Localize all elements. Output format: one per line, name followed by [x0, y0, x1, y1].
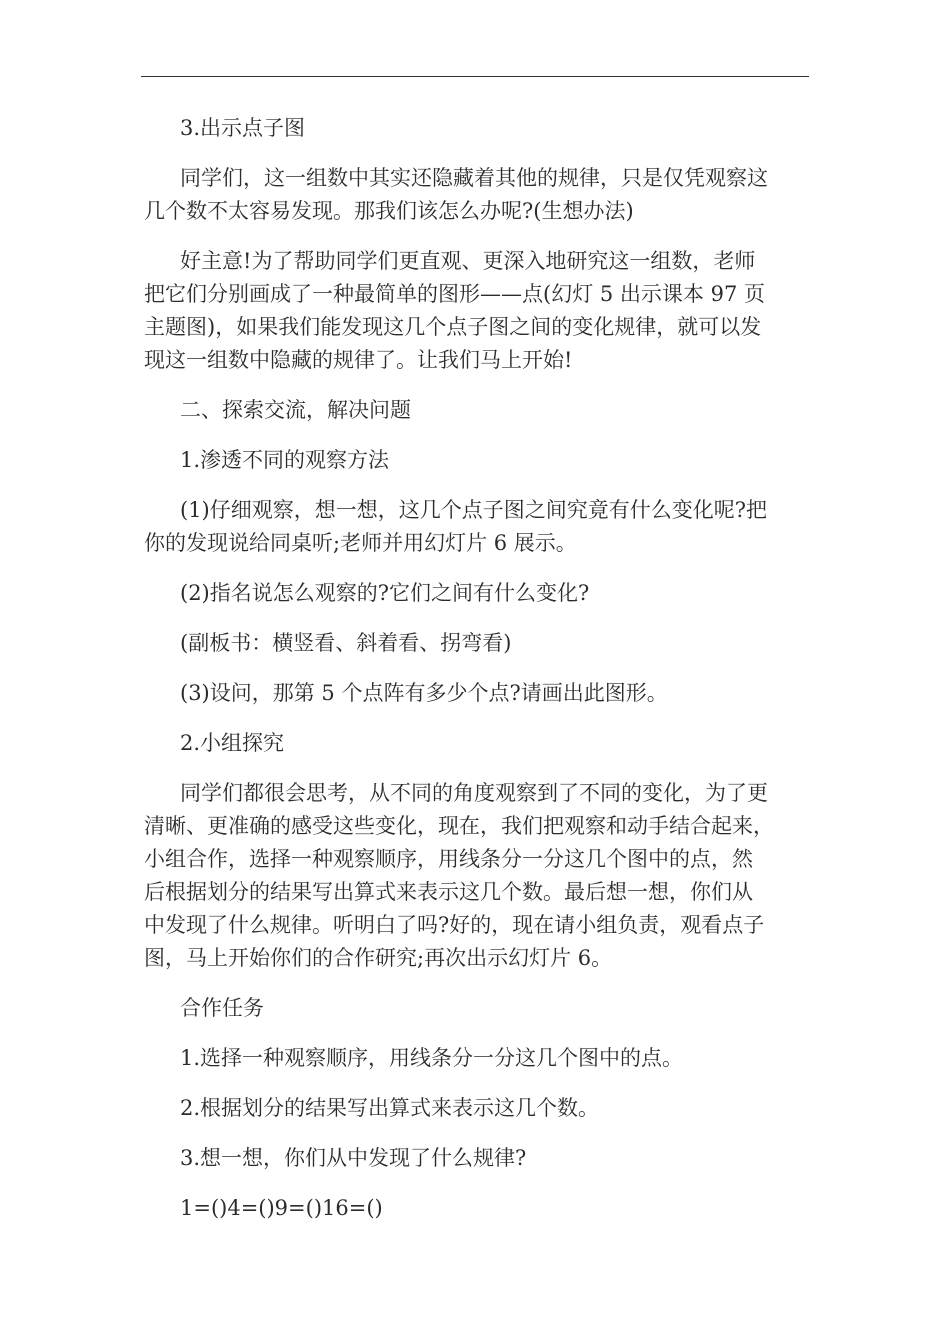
text-line: (1)仔细观察，想一想，这几个点子图之间究竟有什么变化呢?把: [180, 498, 768, 522]
text-line: 同学们都很会思考，从不同的角度观察到了不同的变化，为了更: [180, 781, 768, 805]
text-line: 3.出示点子图: [180, 116, 306, 140]
paragraph: [144, 627, 812, 660]
text-line: 主题图)，如果我们能发现这几个点子图之间的变化规律，就可以发: [144, 315, 762, 339]
text-line: 把它们分别画成了一种最简单的图形——点(幻灯 5 出示课本 97 页: [144, 282, 765, 306]
text-line: 1.选择一种观察顺序，用线条分一分这几个图中的点。: [180, 1046, 684, 1070]
text-line: 二、探索交流，解决问题: [180, 398, 411, 422]
text-line: 好主意!为了帮助同学们更直观、更深入地研究这一组数，老师: [180, 249, 756, 273]
text-line: 几个数不太容易发现。那我们该怎么办呢?(生想办法): [144, 199, 634, 223]
section-heading: [144, 394, 812, 427]
text-line: 3.想一想，你们从中发现了什么规律?: [180, 1146, 527, 1170]
text-line: 现这一组数中隐藏的规律了。让我们马上开始!: [144, 348, 573, 372]
text-line: 同学们，这一组数中其实还隐藏着其他的规律，只是仅凭观察这: [180, 166, 768, 190]
document-body: [144, 112, 812, 1242]
header-rule: [141, 76, 809, 77]
text-line: 1=()4=()9=()16=(): [180, 1196, 383, 1220]
paragraph: [144, 112, 812, 145]
text-line: 2.小组探究: [180, 731, 285, 755]
text-line: 小组合作，选择一种观察顺序，用线条分一分这几个图中的点，然: [144, 847, 753, 871]
text-line: 1.渗透不同的观察方法: [180, 448, 390, 472]
paragraph: [144, 162, 812, 228]
paragraph: [144, 727, 812, 760]
paragraph: [144, 1092, 812, 1125]
text-line: 图，马上开始你们的合作研究;再次出示幻灯片 6。: [144, 946, 613, 970]
paragraph: [144, 677, 812, 710]
paragraph: [144, 494, 812, 560]
text-line: 清晰、更准确的感受这些变化，现在，我们把观察和动手结合起来，: [144, 814, 774, 838]
text-line: 2.根据划分的结果写出算式来表示这几个数。: [180, 1096, 600, 1120]
paragraph: [144, 777, 812, 975]
text-line: 后根据划分的结果写出算式来表示这几个数。最后想一想，你们从: [144, 880, 753, 904]
text-line: 中发现了什么规律。听明白了吗?好的，现在请小组负责，观看点子: [144, 913, 765, 937]
paragraph: [144, 1042, 812, 1075]
text-line: 合作任务: [180, 996, 264, 1020]
paragraph: [144, 444, 812, 477]
text-line: 你的发现说给同桌听;老师并用幻灯片 6 展示。: [144, 531, 577, 555]
paragraph: [144, 1142, 812, 1175]
text-line: (2)指名说怎么观察的?它们之间有什么变化?: [180, 581, 590, 605]
text-line: (3)设问，那第 5 个点阵有多少个点?请画出此图形。: [180, 681, 668, 705]
paragraph: [144, 577, 812, 610]
paragraph: [144, 245, 812, 377]
paragraph: [144, 992, 812, 1025]
text-line: (副板书：横竖看、斜着看、拐弯看): [180, 631, 512, 655]
equation-line: [144, 1192, 812, 1225]
